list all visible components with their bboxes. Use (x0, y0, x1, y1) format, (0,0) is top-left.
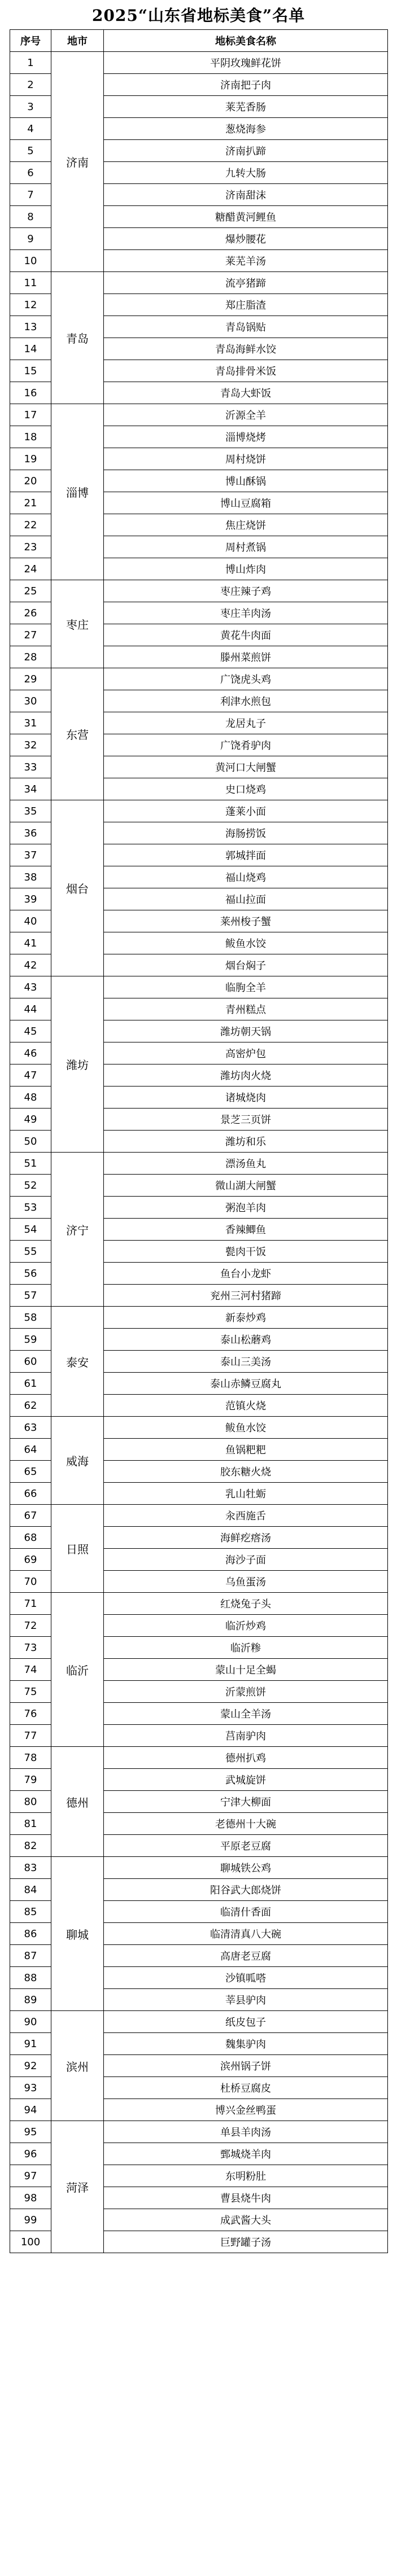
city-cell: 青岛 (51, 272, 104, 404)
row-number: 73 (10, 1637, 51, 1659)
row-number: 11 (10, 272, 51, 294)
row-number: 29 (10, 668, 51, 690)
food-name: 成武酱大头 (104, 2209, 388, 2231)
food-name: 巨野罐子汤 (104, 2231, 388, 2253)
food-name: 曹县烧牛肉 (104, 2187, 388, 2209)
food-name: 鱼锅粑粑 (104, 1439, 388, 1461)
row-number: 30 (10, 690, 51, 712)
row-number: 4 (10, 118, 51, 140)
food-name: 临朐全羊 (104, 976, 388, 998)
table-row (10, 1593, 388, 1615)
food-name: 莘县驴肉 (104, 1989, 388, 2011)
food-name: 淄博烧烤 (104, 426, 388, 448)
food-name: 沂源全羊 (104, 404, 388, 426)
food-name: 莱芜香肠 (104, 96, 388, 118)
food-name: 广饶肴驴肉 (104, 734, 388, 756)
food-name: 聊城铁公鸡 (104, 1857, 388, 1879)
row-number: 90 (10, 2011, 51, 2033)
row-number: 23 (10, 536, 51, 558)
food-name: 老德州十大碗 (104, 1813, 388, 1835)
food-name: 爆炒腰花 (104, 228, 388, 250)
row-number: 55 (10, 1241, 51, 1263)
table-row (10, 1417, 388, 1439)
food-name: 鄄城烧羊肉 (104, 2143, 388, 2165)
food-name: 高密炉包 (104, 1042, 388, 1064)
row-number: 13 (10, 316, 51, 338)
row-number: 2 (10, 74, 51, 96)
row-number: 38 (10, 866, 51, 888)
row-number: 81 (10, 1813, 51, 1835)
row-number: 53 (10, 1197, 51, 1219)
row-number: 88 (10, 1967, 51, 1989)
row-number: 64 (10, 1439, 51, 1461)
food-name: 周村烧饼 (104, 448, 388, 470)
row-number: 47 (10, 1064, 51, 1087)
row-number: 74 (10, 1659, 51, 1681)
row-number: 98 (10, 2187, 51, 2209)
food-name: 滨州锅子饼 (104, 2055, 388, 2077)
food-name: 单县羊肉汤 (104, 2121, 388, 2143)
food-name: 海沙子面 (104, 1549, 388, 1571)
food-name: 潍坊肉火烧 (104, 1064, 388, 1087)
row-number: 25 (10, 580, 51, 602)
food-name: 高唐老豆腐 (104, 1945, 388, 1967)
row-number: 34 (10, 778, 51, 800)
food-name: 平阴玫瑰鲜花饼 (104, 52, 388, 74)
row-number: 6 (10, 162, 51, 184)
food-name: 广饶虎头鸡 (104, 668, 388, 690)
row-number: 28 (10, 646, 51, 668)
food-name: 景芝三页饼 (104, 1109, 388, 1131)
food-name: 平原老豆腐 (104, 1835, 388, 1857)
row-number: 9 (10, 228, 51, 250)
food-name: 蒙山全羊汤 (104, 1703, 388, 1725)
table-row (10, 976, 388, 998)
row-number: 54 (10, 1219, 51, 1241)
food-name: 济南扒蹄 (104, 140, 388, 162)
row-number: 99 (10, 2209, 51, 2231)
row-number: 44 (10, 998, 51, 1020)
city-cell: 菏泽 (51, 2121, 104, 2253)
row-number: 96 (10, 2143, 51, 2165)
food-name: 滕州菜煎饼 (104, 646, 388, 668)
food-name: 九转大肠 (104, 162, 388, 184)
food-name: 流亭猪蹄 (104, 272, 388, 294)
city-cell: 聊城 (51, 1857, 104, 2011)
row-number: 63 (10, 1417, 51, 1439)
food-name: 红烧兔子头 (104, 1593, 388, 1615)
food-name: 博山豆腐箱 (104, 492, 388, 514)
city-cell: 淄博 (51, 404, 104, 580)
row-number: 40 (10, 910, 51, 932)
food-name: 黄河口大闸蟹 (104, 756, 388, 778)
row-number: 57 (10, 1285, 51, 1307)
row-number: 75 (10, 1681, 51, 1703)
food-name: 潍坊朝天锅 (104, 1020, 388, 1042)
food-name: 泰山赤鳞豆腐丸 (104, 1373, 388, 1395)
food-name: 博兴金丝鸭蛋 (104, 2099, 388, 2121)
row-number: 68 (10, 1527, 51, 1549)
table-row (10, 1747, 388, 1769)
food-name: 沙镇呱嗒 (104, 1967, 388, 1989)
row-number: 83 (10, 1857, 51, 1879)
food-name: 微山湖大闸蟹 (104, 1175, 388, 1197)
food-name: 东明粉肚 (104, 2165, 388, 2187)
row-number: 91 (10, 2033, 51, 2055)
row-number: 33 (10, 756, 51, 778)
row-number: 72 (10, 1615, 51, 1637)
row-number: 61 (10, 1373, 51, 1395)
header-food-name: 地标美食名称 (104, 30, 388, 52)
table-row (10, 272, 388, 294)
city-cell: 威海 (51, 1417, 104, 1505)
food-name: 漂汤鱼丸 (104, 1153, 388, 1175)
table-row (10, 2121, 388, 2143)
row-number: 76 (10, 1703, 51, 1725)
city-cell: 临沂 (51, 1593, 104, 1747)
row-number: 31 (10, 712, 51, 734)
row-number: 80 (10, 1791, 51, 1813)
food-name: 莱州梭子蟹 (104, 910, 388, 932)
table-row (10, 668, 388, 690)
row-number: 62 (10, 1395, 51, 1417)
row-number: 94 (10, 2099, 51, 2121)
food-name: 蓬莱小面 (104, 800, 388, 822)
table-row (10, 404, 388, 426)
row-number: 10 (10, 250, 51, 272)
food-name: 利津水煎包 (104, 690, 388, 712)
food-name: 临清清真八大碗 (104, 1923, 388, 1945)
row-number: 12 (10, 294, 51, 316)
food-name: 临沂炒鸡 (104, 1615, 388, 1637)
row-number: 21 (10, 492, 51, 514)
row-number: 65 (10, 1461, 51, 1483)
food-name: 博山炸肉 (104, 558, 388, 580)
row-number: 93 (10, 2077, 51, 2099)
food-name: 德州扒鸡 (104, 1747, 388, 1769)
row-number: 24 (10, 558, 51, 580)
food-name: 汆西施舌 (104, 1505, 388, 1527)
row-number: 84 (10, 1879, 51, 1901)
food-name: 鲅鱼水饺 (104, 932, 388, 954)
row-number: 14 (10, 338, 51, 360)
row-number: 50 (10, 1131, 51, 1153)
food-name: 海鲜疙瘩汤 (104, 1527, 388, 1549)
food-name: 葱烧海参 (104, 118, 388, 140)
row-number: 59 (10, 1329, 51, 1351)
row-number: 82 (10, 1835, 51, 1857)
row-number: 49 (10, 1109, 51, 1131)
food-name: 郑庄脂渣 (104, 294, 388, 316)
row-number: 8 (10, 206, 51, 228)
row-number: 70 (10, 1571, 51, 1593)
city-cell: 德州 (51, 1747, 104, 1857)
header-number: 序号 (10, 30, 51, 52)
row-number: 87 (10, 1945, 51, 1967)
food-name: 博山酥锅 (104, 470, 388, 492)
food-name: 烟台焖子 (104, 954, 388, 976)
city-cell: 潍坊 (51, 976, 104, 1153)
food-name: 枣庄辣子鸡 (104, 580, 388, 602)
food-name: 鱼台小龙虾 (104, 1263, 388, 1285)
row-number: 78 (10, 1747, 51, 1769)
food-name: 粥泡羊肉 (104, 1197, 388, 1219)
row-number: 48 (10, 1087, 51, 1109)
food-name: 福山烧鸡 (104, 866, 388, 888)
table-row (10, 1857, 388, 1879)
food-name: 福山拉面 (104, 888, 388, 910)
food-name: 青州糕点 (104, 998, 388, 1020)
food-name: 临清什香面 (104, 1901, 388, 1923)
row-number: 100 (10, 2231, 51, 2253)
row-number: 43 (10, 976, 51, 998)
row-number: 3 (10, 96, 51, 118)
food-name: 黄花牛肉面 (104, 624, 388, 646)
food-name: 宁津大柳面 (104, 1791, 388, 1813)
row-number: 77 (10, 1725, 51, 1747)
food-name: 乌鱼蛋汤 (104, 1571, 388, 1593)
row-number: 36 (10, 822, 51, 844)
row-number: 42 (10, 954, 51, 976)
row-number: 92 (10, 2055, 51, 2077)
table-body (10, 52, 388, 2253)
city-cell: 滨州 (51, 2011, 104, 2121)
row-number: 56 (10, 1263, 51, 1285)
table-header (10, 30, 388, 52)
food-name: 青岛锅贴 (104, 316, 388, 338)
food-name: 杜桥豆腐皮 (104, 2077, 388, 2099)
row-number: 37 (10, 844, 51, 866)
city-cell: 烟台 (51, 800, 104, 976)
food-name: 史口烧鸡 (104, 778, 388, 800)
food-name: 蒙山十足全蝎 (104, 1659, 388, 1681)
row-number: 27 (10, 624, 51, 646)
row-number: 7 (10, 184, 51, 206)
food-name: 诸城烧肉 (104, 1087, 388, 1109)
table-row (10, 1307, 388, 1329)
food-name: 济南把子肉 (104, 74, 388, 96)
food-name: 鲅鱼水饺 (104, 1417, 388, 1439)
row-number: 15 (10, 360, 51, 382)
row-number: 71 (10, 1593, 51, 1615)
food-name: 泰山松蘑鸡 (104, 1329, 388, 1351)
food-name: 海肠捞饭 (104, 822, 388, 844)
row-number: 79 (10, 1769, 51, 1791)
table-row (10, 2011, 388, 2033)
row-number: 95 (10, 2121, 51, 2143)
row-number: 20 (10, 470, 51, 492)
row-number: 45 (10, 1020, 51, 1042)
table-row (10, 52, 388, 74)
table-row (10, 1505, 388, 1527)
food-name: 兖州三河村猪蹄 (104, 1285, 388, 1307)
food-name: 莒南驴肉 (104, 1725, 388, 1747)
row-number: 89 (10, 1989, 51, 2011)
food-name: 魏集驴肉 (104, 2033, 388, 2055)
food-name: 沂蒙煎饼 (104, 1681, 388, 1703)
table-row (10, 800, 388, 822)
row-number: 51 (10, 1153, 51, 1175)
food-name: 枣庄羊肉汤 (104, 602, 388, 624)
row-number: 69 (10, 1549, 51, 1571)
food-name: 郭城拌面 (104, 844, 388, 866)
food-name: 莱芜羊汤 (104, 250, 388, 272)
row-number: 66 (10, 1483, 51, 1505)
table-row (10, 580, 388, 602)
row-number: 85 (10, 1901, 51, 1923)
food-name: 范镇火烧 (104, 1395, 388, 1417)
row-number: 1 (10, 52, 51, 74)
food-name: 香辣鲫鱼 (104, 1219, 388, 1241)
row-number: 16 (10, 382, 51, 404)
food-name: 纸皮包子 (104, 2011, 388, 2033)
header-city: 地市 (51, 30, 104, 52)
food-name: 潍坊和乐 (104, 1131, 388, 1153)
row-number: 97 (10, 2165, 51, 2187)
food-name: 胶东糖火烧 (104, 1461, 388, 1483)
food-list-table (10, 29, 388, 2253)
row-number: 35 (10, 800, 51, 822)
row-number: 60 (10, 1351, 51, 1373)
city-cell: 泰安 (51, 1307, 104, 1417)
row-number: 18 (10, 426, 51, 448)
row-number: 86 (10, 1923, 51, 1945)
table-row (10, 1153, 388, 1175)
food-name: 青岛排骨米饭 (104, 360, 388, 382)
row-number: 58 (10, 1307, 51, 1329)
row-number: 26 (10, 602, 51, 624)
food-name: 甏肉干饭 (104, 1241, 388, 1263)
food-name: 济南甜沫 (104, 184, 388, 206)
row-number: 46 (10, 1042, 51, 1064)
row-number: 17 (10, 404, 51, 426)
row-number: 32 (10, 734, 51, 756)
food-name: 泰山三美汤 (104, 1351, 388, 1373)
row-number: 39 (10, 888, 51, 910)
food-name: 临沂糁 (104, 1637, 388, 1659)
food-name: 新泰炒鸡 (104, 1307, 388, 1329)
food-name: 龙居丸子 (104, 712, 388, 734)
food-name: 武城旋饼 (104, 1769, 388, 1791)
food-name: 阳谷武大郎烧饼 (104, 1879, 388, 1901)
food-name: 青岛海鲜水饺 (104, 338, 388, 360)
row-number: 5 (10, 140, 51, 162)
city-cell: 济宁 (51, 1153, 104, 1307)
food-name: 糖醋黄河鲤鱼 (104, 206, 388, 228)
food-name: 乳山牡蛎 (104, 1483, 388, 1505)
row-number: 52 (10, 1175, 51, 1197)
city-cell: 东营 (51, 668, 104, 800)
city-cell: 日照 (51, 1505, 104, 1593)
city-cell: 济南 (51, 52, 104, 272)
row-number: 67 (10, 1505, 51, 1527)
row-number: 19 (10, 448, 51, 470)
food-name: 周村煮锅 (104, 536, 388, 558)
header-row (10, 30, 388, 52)
food-name: 青岛大虾饭 (104, 382, 388, 404)
row-number: 41 (10, 932, 51, 954)
food-name: 焦庄烧饼 (104, 514, 388, 536)
page-title: 2025“山东省地标美食”名单 (91, 6, 306, 25)
city-cell: 枣庄 (51, 580, 104, 668)
row-number: 22 (10, 514, 51, 536)
